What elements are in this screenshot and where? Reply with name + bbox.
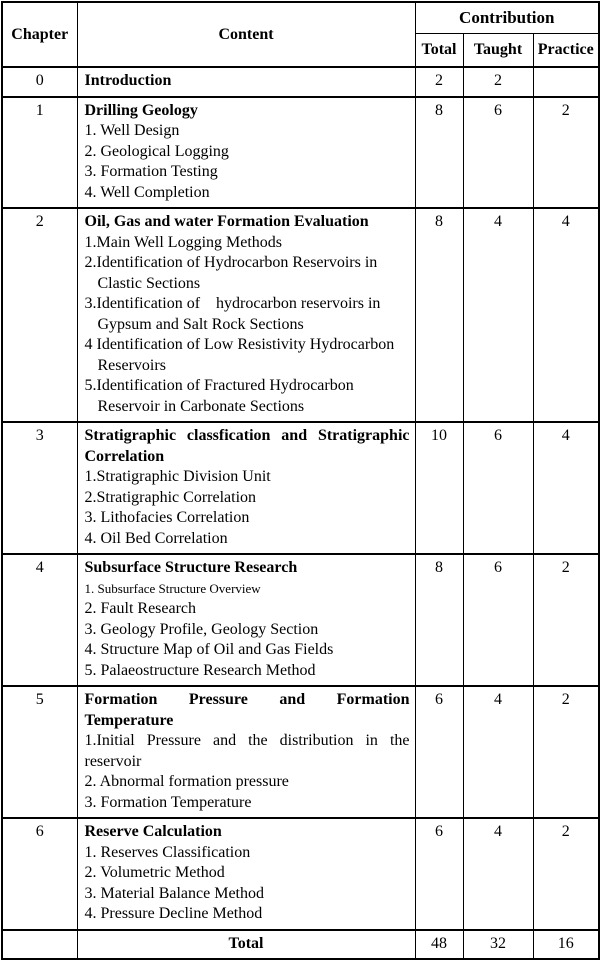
content-item — [85, 508, 410, 529]
chapter-content-cell — [77, 554, 415, 686]
content-item — [85, 162, 410, 183]
content-item — [85, 772, 410, 793]
content-item — [85, 376, 410, 417]
table-body — [2, 67, 599, 930]
chapter-number: 5 — [2, 686, 77, 818]
chapter-title: Temperature — [84, 711, 174, 729]
chapter-row-4 — [2, 554, 599, 686]
table-footer — [2, 930, 599, 959]
content-item — [85, 335, 410, 376]
practice-hours — [533, 67, 599, 97]
content-item — [85, 253, 410, 294]
content-item-line: 5. Palaeostructure Research Method — [84, 661, 316, 679]
chapter-title: Formation Pressure and Formation — [84, 691, 410, 708]
content-item-line: 3. Material Balance Method — [84, 884, 264, 902]
practice-hours: 4 — [533, 422, 599, 554]
total-row — [2, 930, 599, 959]
content-item-line: 1. Reserves Classification — [84, 843, 251, 861]
chapter-title: Stratigraphic classfication and Stratigraphic — [84, 427, 410, 444]
taught-hours: 2 — [463, 67, 533, 97]
chapter-content-cell — [77, 818, 415, 930]
taught-hours: 4 — [463, 208, 533, 422]
content-item-line: 3. Geology Profile, Geology Section — [84, 620, 319, 638]
chapter-number: 4 — [2, 554, 77, 686]
total-hours: 8 — [415, 554, 463, 686]
chapter-title: Reserve Calculation — [84, 823, 222, 840]
chapter-title: Correlation — [84, 447, 165, 465]
chapter-column-header: Chapter — [2, 2, 77, 67]
total-hours: 8 — [415, 208, 463, 422]
chapter-content-cell — [77, 208, 415, 422]
content-item-line: Reservoir in Carbonate Sections — [97, 397, 305, 415]
chapter-number: 3 — [2, 422, 77, 554]
content-item-line: 4. Well Completion — [84, 183, 210, 201]
total-column-header: Total — [415, 33, 463, 67]
total-hours: 10 — [415, 422, 463, 554]
table-header — [2, 2, 599, 67]
practice-column-header: Practice — [533, 33, 599, 67]
content-item — [85, 529, 410, 550]
content-item-line: Clastic Sections — [97, 274, 201, 292]
taught-column-header: Taught — [463, 33, 533, 67]
taught-hours: 4 — [463, 686, 533, 818]
practice-hours-sum: 16 — [533, 930, 599, 959]
content-item-line: Gypsum and Salt Rock Sections — [97, 315, 304, 333]
header-row-1 — [2, 2, 599, 33]
chapter-title: Drilling Geology — [84, 101, 198, 119]
content-item — [85, 884, 410, 905]
content-item — [85, 904, 410, 925]
content-item-line: 1.Initial Pressure and the distribution in the — [84, 732, 410, 749]
total-row-label: Total — [77, 930, 415, 959]
content-item — [85, 843, 410, 864]
content-item — [85, 142, 410, 163]
total-hours: 8 — [415, 97, 463, 209]
taught-hours: 6 — [463, 554, 533, 686]
content-item-line: 1. Well Design — [84, 122, 180, 139]
practice-hours: 2 — [533, 554, 599, 686]
content-item-line: 5.Identification of Fractured Hydrocarbon — [84, 377, 354, 394]
practice-hours: 2 — [533, 686, 599, 818]
content-item — [85, 661, 410, 682]
total-hours: 2 — [415, 67, 463, 97]
content-item-line: 4. Structure Map of Oil and Gas Fields — [84, 641, 334, 658]
content-item — [85, 599, 410, 620]
content-item — [85, 488, 410, 509]
taught-hours-sum: 32 — [463, 930, 533, 959]
content-item-line: 1.Main Well Logging Methods — [84, 233, 283, 251]
content-item — [85, 793, 410, 814]
chapter-row-0 — [2, 67, 599, 97]
practice-hours: 4 — [533, 208, 599, 422]
content-item-line: 2. Volumetric Method — [84, 864, 225, 881]
taught-hours: 6 — [463, 422, 533, 554]
chapter-row-6 — [2, 818, 599, 930]
content-item — [85, 467, 410, 488]
content-item-line: 2. Fault Research — [84, 600, 197, 617]
content-item — [85, 121, 410, 142]
chapter-title: Introduction — [84, 72, 172, 89]
content-item — [85, 640, 410, 661]
content-item-line: 2. Geological Logging — [84, 142, 229, 160]
content-item-line: 4. Oil Bed Correlation — [84, 529, 228, 547]
content-item-line: 4 Identification of Low Resistivity Hydrocarbon — [84, 336, 395, 353]
total-hours: 6 — [415, 818, 463, 930]
content-item-line: 3.Identification of hydrocarbon reservoirs in — [84, 295, 381, 312]
chapter-number: 6 — [2, 818, 77, 930]
content-item — [85, 620, 410, 641]
content-item — [85, 294, 410, 335]
chapter-number: 0 — [2, 67, 77, 97]
chapter-content-cell — [77, 422, 415, 554]
content-item-line: 2.Stratigraphic Correlation — [84, 488, 257, 506]
content-item — [85, 183, 410, 204]
content-item-line: 3. Lithofacies Correlation — [84, 509, 250, 526]
content-item — [85, 863, 410, 884]
practice-hours: 2 — [533, 818, 599, 930]
content-item-line: reservoir — [84, 752, 142, 770]
contribution-column-group-header: Contribution — [415, 2, 599, 33]
practice-hours: 2 — [533, 97, 599, 209]
chapter-content-cell — [77, 97, 415, 209]
content-item-line: Reservoirs — [97, 356, 166, 374]
content-item-line: 2.Identification of Hydrocarbon Reservoirs in — [84, 254, 378, 271]
taught-hours: 6 — [463, 97, 533, 209]
content-item-line: 4. Pressure Decline Method — [84, 905, 263, 922]
content-item-line: 1.Stratigraphic Division Unit — [84, 468, 271, 485]
content-item — [85, 233, 410, 254]
content-item-line: 1. Subsurface Structure Overview — [84, 580, 261, 596]
chapter-content-cell — [77, 686, 415, 818]
content-item — [85, 579, 410, 600]
total-hours: 6 — [415, 686, 463, 818]
chapter-content-cell — [77, 67, 415, 97]
chapter-row-3 — [2, 422, 599, 554]
chapter-number: 1 — [2, 97, 77, 209]
content-item-line: 2. Abnormal formation pressure — [84, 773, 289, 790]
chapter-number: 2 — [2, 208, 77, 422]
content-column-header: Content — [77, 2, 415, 67]
chapter-title: Subsurface Structure Research — [84, 559, 298, 576]
content-item — [85, 731, 410, 772]
chapter-title: Oil, Gas and water Formation Evaluation — [84, 213, 369, 230]
chapter-row-2 — [2, 208, 599, 422]
total-hours-sum: 48 — [415, 930, 463, 959]
total-row-empty-chapter-cell — [2, 930, 77, 959]
taught-hours: 4 — [463, 818, 533, 930]
course-contents-table — [1, 1, 600, 960]
chapter-row-5 — [2, 686, 599, 818]
content-item-line: 3. Formation Testing — [84, 163, 218, 180]
chapter-row-1 — [2, 97, 599, 209]
content-item-line: 3. Formation Temperature — [84, 793, 252, 811]
